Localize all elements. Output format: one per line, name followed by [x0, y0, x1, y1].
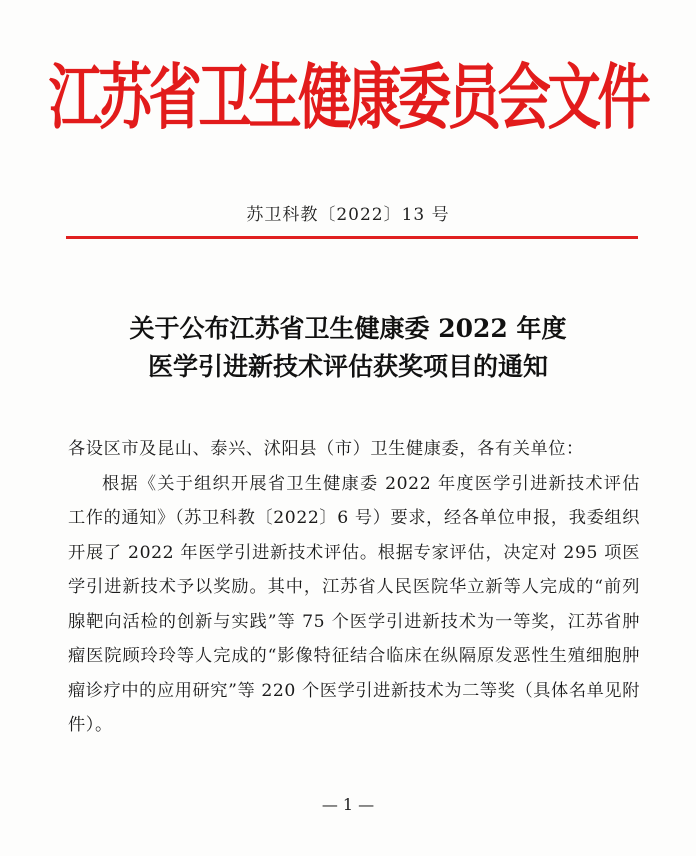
notice-title — [0, 310, 696, 386]
salutation: 各设区市及昆山、泰兴、沭阳县（市）卫生健康委，各有关单位： — [68, 439, 584, 459]
document-number: 苏卫科教〔2022〕13 号 — [246, 205, 450, 225]
notice-title-line-2: 医学引进新技术评估获奖项目的通知 — [147, 352, 548, 381]
notice-body — [68, 432, 640, 743]
red-divider-line — [66, 236, 638, 239]
notice-title-line-1: 关于公布江苏省卫生健康委 2022 年度 — [129, 314, 567, 343]
agency-masthead: 江苏省卫生健康委员会文件 — [48, 55, 648, 140]
page-number: — 1 — — [321, 795, 375, 814]
body-paragraph: 根据《关于组织开展省卫生健康委 2022 年度医学引进新技术评估工作的通知》（苏卫科教〔2022〕6 号）要求，经各单位申报，我委组织开展了 2022 年医学引进新技术评估。根据专家评估，决定对 295 项医学引进新技术予以奖励。其中，江苏省人民医院华立新等人完成的“前列腺靶向活检的创新与实践”等 75 个医学引进新技术为一等奖，江苏省肿瘤医院顾玲玲等人完成的“影像特征结合临床在纵隔原发恶性生殖细胞肿瘤诊疗中的应用研究”等 220 个医学引进新技术为二等奖（具体名单见附件）。 — [68, 473, 640, 735]
